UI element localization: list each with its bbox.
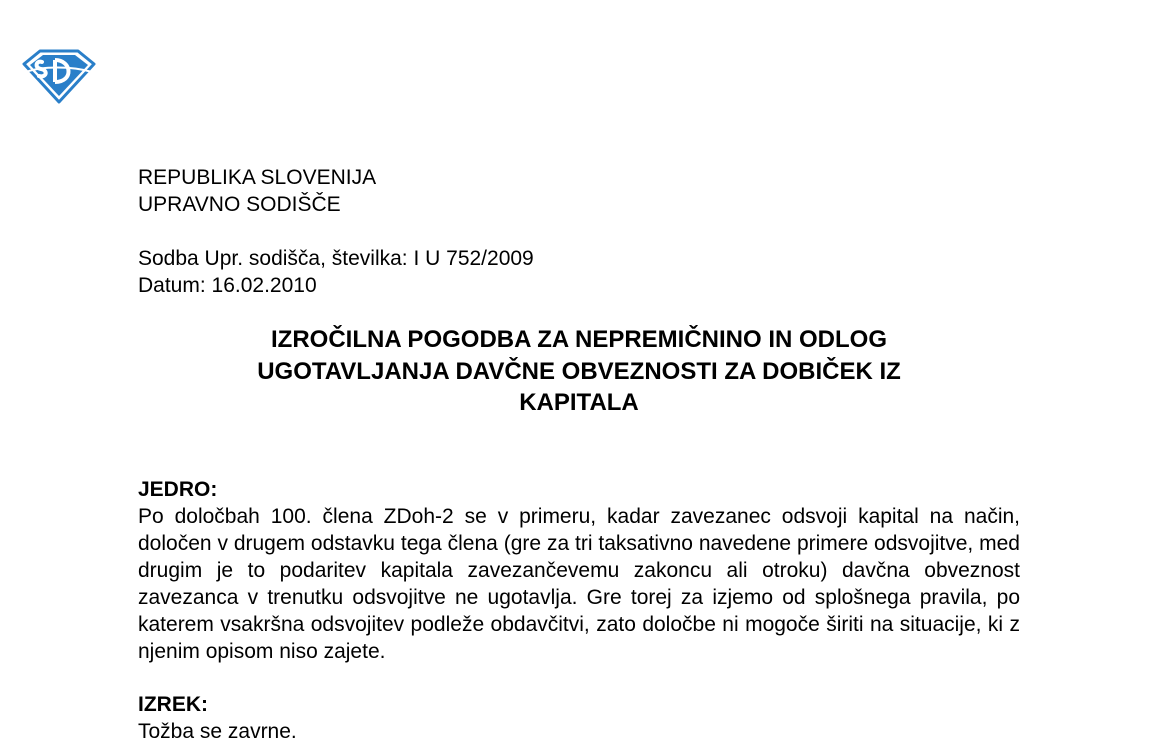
case-number: Sodba Upr. sodišča, številka: I U 752/2009 bbox=[138, 247, 534, 270]
jedro-text: Po določbah 100. člena ZDoh-2 se v primeru, kadar zavezanec odsvoji kapital na način, določen v drugem odstavku tega člena (gre za tri taksativno navedene primere odsvojitve, med drugim je to podaritev kapitala zavezančevemu zakoncu ali otroku) davčna obveznost zavezanca v trenutku odsvojitve ne ugotavlja. Gre torej za izjemo od splošnega pravila, po katerem vsakršna odsvojitev podleže obdavčitvi, zato določbe ni mogoče širiti na situacije, ki z njenim opisom niso zajete. bbox=[138, 504, 1020, 663]
izrek-text: Tožba se zavrne. bbox=[138, 719, 297, 743]
court-country: REPUBLIKA SLOVENIJA bbox=[138, 166, 377, 189]
court-logo-icon bbox=[22, 48, 96, 104]
document-body bbox=[138, 164, 1020, 743]
document-title: IZROČILNA POGODBA ZA NEPREMIČNINO IN ODLOG UGOTAVLJANJA DAVČNE OBVEZNOSTI ZA DOBIČEK IZ KAPITALA bbox=[257, 326, 901, 416]
jedro-heading: JEDRO: bbox=[138, 477, 218, 501]
court-name: UPRAVNO SODIŠČE bbox=[138, 193, 341, 216]
izrek-heading: IZREK: bbox=[138, 692, 208, 716]
decision-date: Datum: 16.02.2010 bbox=[138, 274, 317, 297]
